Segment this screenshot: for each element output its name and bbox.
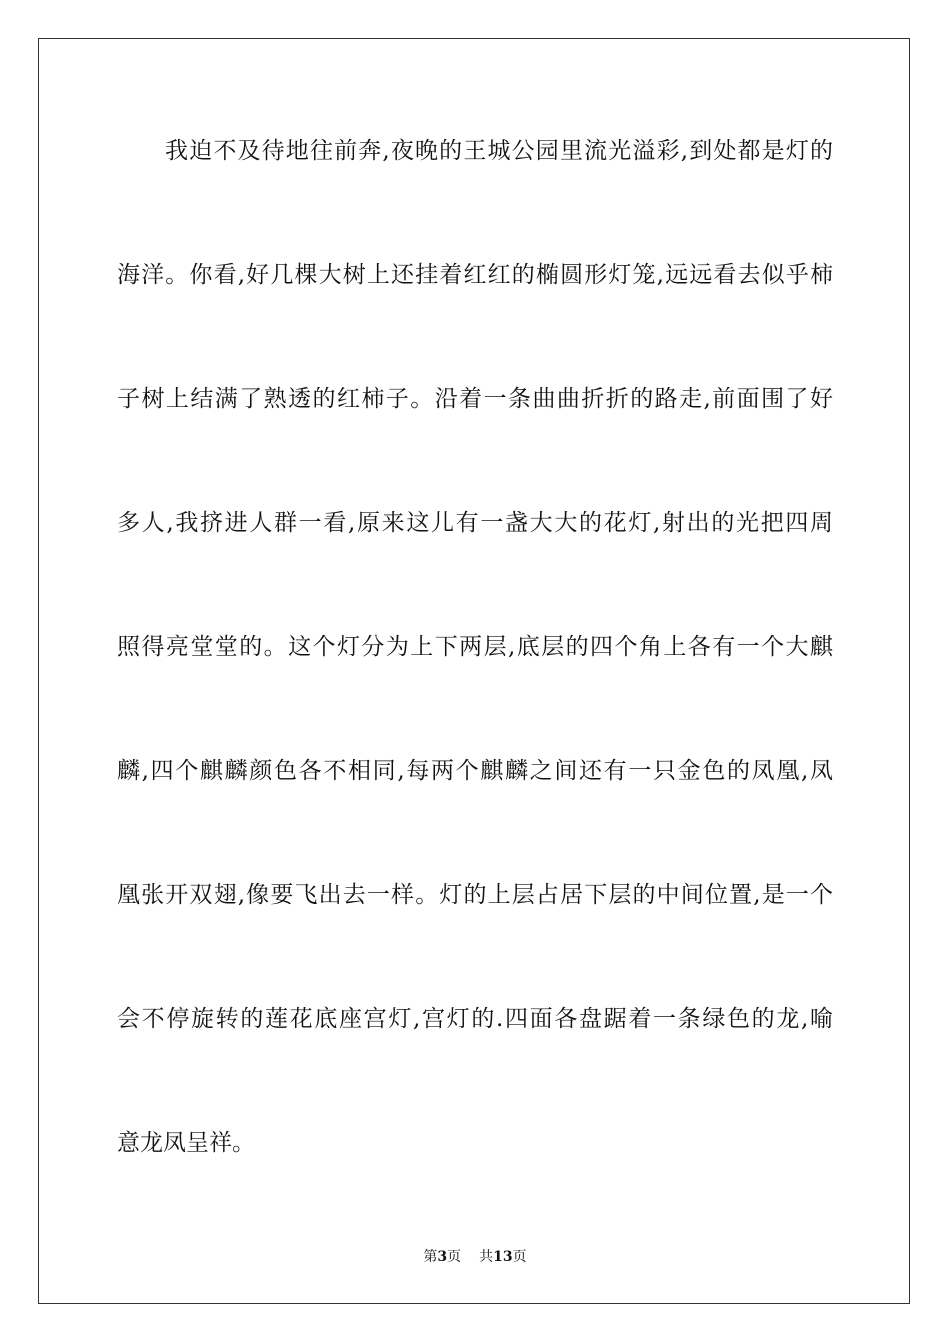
text-line-1: 我迫不及待地往前奔,夜晚的王城公园里流光溢彩,到处都是灯的	[165, 138, 833, 164]
text-line-6: 麟,四个麒麟颜色各不相同,每两个麒麟之间还有一只金色的凤凰,凤	[117, 758, 833, 784]
total-suffix: 页	[512, 1249, 527, 1265]
page-suffix: 页	[447, 1249, 462, 1265]
total-prefix: 共	[479, 1249, 494, 1265]
page-prefix: 第	[423, 1249, 438, 1265]
text-line-2: 海洋。你看,好几棵大树上还挂着红红的椭圆形灯笼,远远看去似乎柿	[117, 262, 833, 288]
text-line-4: 多人,我挤进人群一看,原来这儿有一盏大大的花灯,射出的光把四周	[117, 510, 833, 536]
text-line-7: 凰张开双翅,像要飞出去一样。灯的上层占居下层的中间位置,是一个	[117, 882, 833, 908]
page-number: 3	[437, 1249, 448, 1265]
text-line-9: 意龙凤呈祥。	[117, 1130, 255, 1156]
text-line-8: 会不停旋转的莲花底座宫灯,宫灯的.四面各盘踞着一条绿色的龙,喻	[117, 1006, 833, 1032]
page-footer	[0, 1246, 950, 1266]
body-paragraph	[117, 120, 833, 1174]
total-pages: 13	[493, 1249, 513, 1265]
text-line-3: 子树上结满了熟透的红柿子。沿着一条曲曲折折的路走,前面围了好	[117, 386, 833, 412]
text-line-5: 照得亮堂堂的。这个灯分为上下两层,底层的四个角上各有一个大麒	[117, 634, 833, 660]
